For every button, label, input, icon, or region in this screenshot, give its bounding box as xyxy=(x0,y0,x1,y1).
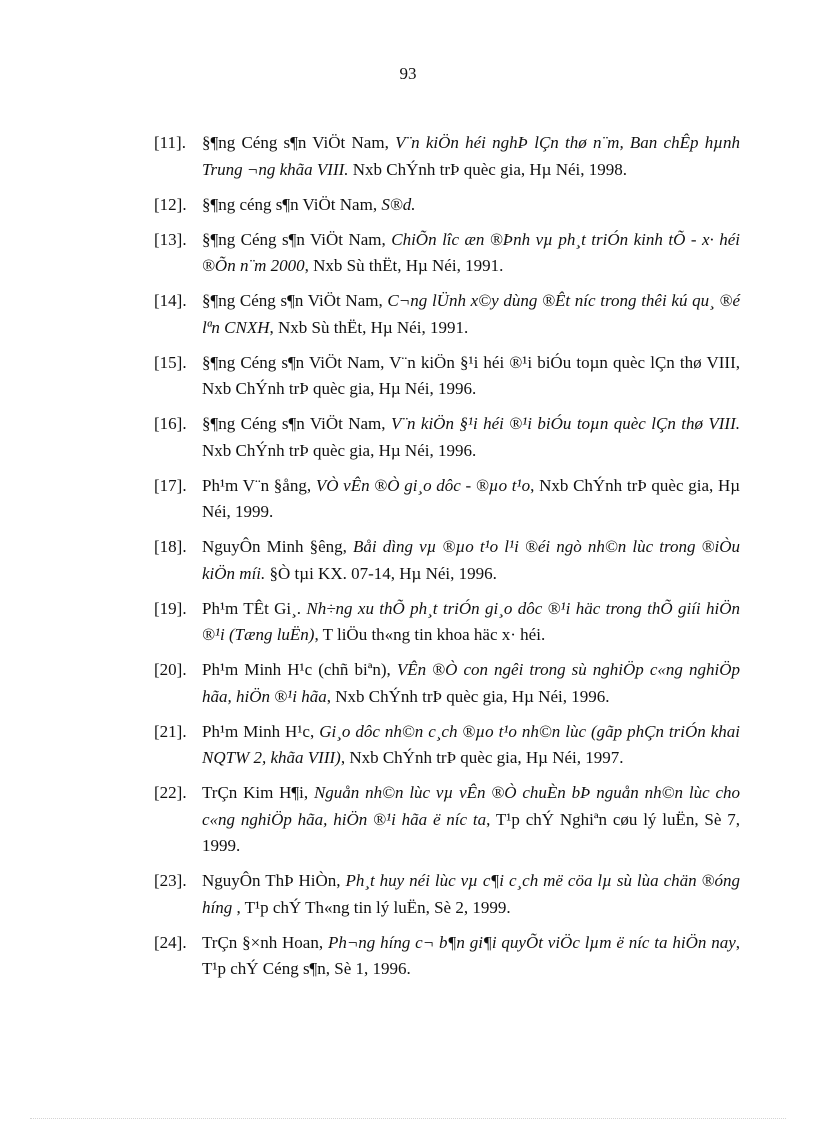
reference-item xyxy=(154,288,740,341)
reference-item xyxy=(154,227,740,280)
reference-number: [17]. xyxy=(154,475,187,495)
reference-text xyxy=(202,411,740,464)
reference-text xyxy=(202,780,740,860)
reference-publisher: , Nxb ChÝnh trÞ quèc gia, Hµ Néi, 1999. xyxy=(202,475,741,521)
bottom-divider xyxy=(30,1118,786,1119)
reference-title: C¬ng lÜnh x©y dùng ®Êt níc trong thêi kú qu¸ ®é lªn CNXH xyxy=(202,291,740,337)
reference-text xyxy=(202,227,740,280)
reference-number: [18]. xyxy=(154,537,187,556)
reference-title: Ph¬ng híng c¬ b¶n gi¶i quyÕt viÖc lµm ë níc ta hiÖn nay xyxy=(327,932,736,952)
reference-title: Ph¸t huy néi lùc vµ c¶i c¸ch më cöa lµ sù lùa chän ®óng híng xyxy=(202,871,740,917)
reference-text xyxy=(202,930,740,983)
reference-item xyxy=(154,657,740,710)
reference-title: Nh÷ng xu thÕ ph¸t triÓn gi¸o dôc ®¹i häc trong thÕ giíi hiÖn ®¹i (Tæng luËn) xyxy=(202,598,740,644)
reference-title: Nguån nh©n lùc vµ vÊn ®Ò chuÈn bÞ nguån nh©n lùc cho c«ng nghiÖp hãa, hiÖn ®¹i hãa ë níc ta xyxy=(202,783,741,829)
reference-number: [21]. xyxy=(154,721,187,741)
reference-item xyxy=(154,411,740,464)
reference-text xyxy=(202,288,740,341)
reference-author: NguyÔn ThÞ HiÒn, xyxy=(202,871,346,890)
reference-title: V¨n kiÖn héi nghÞ lÇn thø n¨m, Ban chÊp hµnh Trung ¬ng khãa VIII. xyxy=(202,133,741,179)
reference-number: [12]. xyxy=(154,194,187,214)
reference-number: [20]. xyxy=(154,660,187,679)
reference-author: Ph¹m Minh H¹c, xyxy=(202,721,320,741)
reference-author: §¶ng Céng s¶n ViÖt Nam, xyxy=(202,414,391,433)
reference-author: Ph¹m Minh H¹c (chñ biªn), xyxy=(202,660,397,679)
reference-title: Båi dìng vµ ®µo t¹o l¹i ®éi ngò nh©n lùc trong ®iÒu kiÖn míi. xyxy=(202,537,740,583)
reference-number: [22]. xyxy=(154,783,187,802)
reference-publisher: , T liÖu th«ng tin khoa häc x· héi. xyxy=(314,625,546,644)
reference-title: ChiÕn lîc æn ®Þnh vµ ph¸t triÓn kinh tÕ - x· héi ®Õn n¨m 2000 xyxy=(202,229,740,275)
reference-item xyxy=(154,534,740,587)
reference-title: VÊn ®Ò con ngêi trong sù nghiÖp c«ng nghiÖp hãa, hiÖn ®¹i hãa xyxy=(202,660,740,706)
reference-title: Gi¸o dôc nh©n c¸ch ®µo t¹o nh©n lùc (gãp phÇn triÓn khai NQTW 2, khãa VIII) xyxy=(202,721,740,767)
reference-publisher: , T¹p chÝ Th«ng tin lý luËn, Sè 2, 1999. xyxy=(232,897,511,917)
reference-number: [13]. xyxy=(154,229,187,249)
reference-author: §¶ng Céng s¶n ViÖt Nam, xyxy=(202,229,392,249)
reference-item xyxy=(154,930,740,983)
page-number: 93 xyxy=(399,64,417,83)
reference-text xyxy=(202,868,740,921)
reference-number: [19]. xyxy=(154,598,187,618)
reference-author: §¶ng Céng s¶n ViÖt Nam, xyxy=(202,291,388,310)
reference-publisher: , Nxb Sù thËt, Hµ Néi, 1991. xyxy=(269,317,469,337)
reference-title: S®d. xyxy=(381,194,416,214)
reference-publisher: , Nxb ChÝnh trÞ quèc gia, Hµ Néi, 1996. xyxy=(326,686,610,706)
reference-title: V¨n kiÖn §¹i héi ®¹i biÓu toµn quèc lÇn thø VIII. xyxy=(390,414,740,433)
reference-author: TrÇn Kim H¶i, xyxy=(202,783,314,802)
reference-number: [14]. xyxy=(154,291,187,310)
reference-text xyxy=(202,130,740,183)
reference-number: [15]. xyxy=(154,352,187,372)
reference-author: Ph¹m V¨n §ång, xyxy=(202,475,316,495)
reference-author: TrÇn §×nh Hoan, xyxy=(202,932,328,952)
reference-text xyxy=(202,350,740,403)
reference-text xyxy=(202,657,740,710)
reference-publisher: , Nxb Sù thËt, Hµ Néi, 1991. xyxy=(304,256,504,275)
reference-number: [24]. xyxy=(154,932,187,952)
reference-item xyxy=(154,473,740,526)
reference-number: [11]. xyxy=(154,133,186,152)
reference-text xyxy=(202,719,740,772)
reference-text xyxy=(202,534,740,587)
reference-item xyxy=(154,780,740,860)
reference-item xyxy=(154,596,740,649)
reference-number: [23]. xyxy=(154,871,187,890)
reference-author: Ph¹m TÊt Gi¸. xyxy=(202,598,307,618)
reference-item xyxy=(154,350,740,403)
reference-text xyxy=(202,192,740,219)
reference-publisher: Nxb ChÝnh trÞ quèc gia, Hµ Néi, 1996. xyxy=(202,440,477,460)
reference-publisher: Nxb ChÝnh trÞ quèc gia, Hµ Néi, 1998. xyxy=(348,159,627,179)
reference-item xyxy=(154,130,740,183)
reference-item xyxy=(154,868,740,921)
reference-author: §¶ng Céng s¶n ViÖt Nam, V¨n kiÖn §¹i héi ®¹i biÓu toµn quèc lÇn thø VIII, Nxb ChÝnh trÞ quèc gia, Hµ Néi, 1996. xyxy=(202,352,740,398)
reference-publisher: , T¹p chÝ Céng s¶n, Sè 1, 1996. xyxy=(202,932,740,978)
reference-author: §¶ng Céng s¶n ViÖt Nam, xyxy=(202,133,396,152)
reference-list xyxy=(154,130,740,991)
reference-text xyxy=(202,473,740,526)
reference-publisher: §Ò tµi KX. 07-14, Hµ Néi, 1996. xyxy=(265,563,497,583)
reference-item xyxy=(154,192,740,219)
reference-text xyxy=(202,596,740,649)
reference-item xyxy=(154,719,740,772)
reference-publisher: , Nxb ChÝnh trÞ quèc gia, Hµ Néi, 1997. xyxy=(340,748,624,767)
reference-author: §¶ng céng s¶n ViÖt Nam, xyxy=(202,194,382,214)
reference-author: NguyÔn Minh §êng, xyxy=(202,537,354,556)
reference-title: VÒ vÊn ®Ò gi¸o dôc - ®µo t¹o xyxy=(315,475,531,495)
reference-publisher: , T¹p chÝ Nghiªn cøu lý luËn, Sè 7, 1999. xyxy=(202,809,740,855)
reference-number: [16]. xyxy=(154,414,187,433)
